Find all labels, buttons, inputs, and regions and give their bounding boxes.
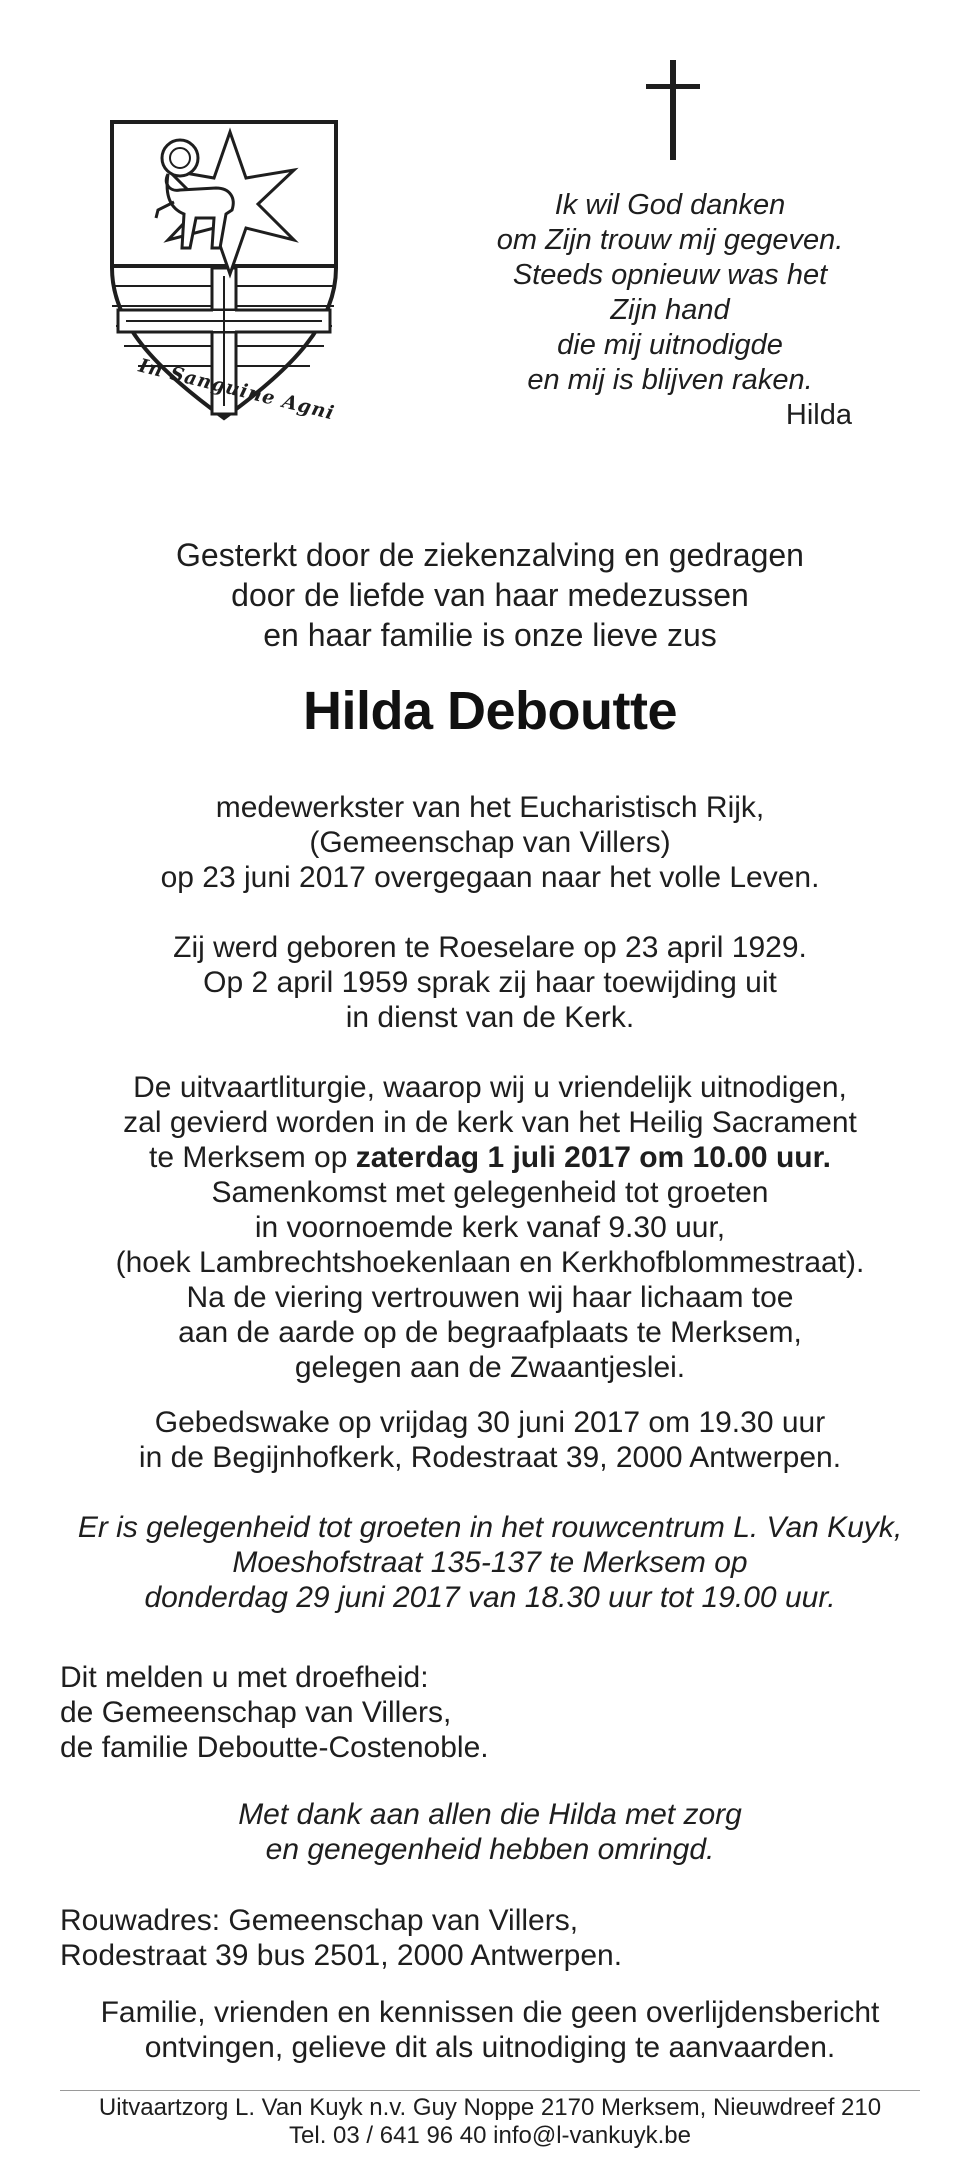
role-line: op 23 juni 2017 overgegaan naar het volle Leven.	[160, 861, 820, 894]
footer-contact: Tel. 03 / 641 96 40 info@l-vankuyk.be	[289, 2122, 691, 2149]
cross-icon	[646, 60, 700, 160]
thanks-line: Met dank aan allen die Hilda met zorg	[238, 1798, 742, 1831]
deceased-name: Hilda Deboutte	[302, 681, 677, 741]
verse-line: om Zijn trouw mij gegeven.	[496, 224, 844, 256]
funeral-paragraph	[0, 1070, 980, 1385]
viewing-line: Er is gelegenheid tot groeten in het rouwcentrum L. Van Kuyk,	[77, 1511, 903, 1544]
role-line: medewerkster van het Eucharistisch Rijk,	[215, 791, 765, 824]
verse-line: en mij is blijven raken.	[527, 364, 813, 396]
funeral-line: zal gevierd worden in de kerk van het Heilig Sacrament	[123, 1106, 857, 1139]
announcer-line: Dit melden u met droefheid:	[60, 1661, 429, 1694]
intro-paragraph	[0, 535, 980, 655]
birth-paragraph	[0, 930, 980, 1035]
address-paragraph	[60, 1903, 660, 1973]
intro-line: door de liefde van haar medezussen	[231, 577, 749, 613]
footer-divider	[60, 2090, 920, 2091]
thanks-paragraph	[0, 1797, 980, 1867]
funeral-line: in voornoemde kerk vanaf 9.30 uur,	[254, 1211, 726, 1244]
thanks-line: en genegenheid hebben omringd.	[265, 1833, 715, 1866]
viewing-line: donderdag 29 juni 2017 van 18.30 uur tot 19.00 uur.	[144, 1581, 836, 1614]
vigil-line: Gebedswake op vrijdag 30 juni 2017 om 19.30 uur	[154, 1406, 826, 1439]
verse-line: Ik wil God danken	[554, 189, 786, 221]
verse-signature: Hilda	[785, 399, 852, 431]
birth-line: in dienst van de Kerk.	[345, 1001, 635, 1034]
notice-line: ontvingen, gelieve dit als uitnodiging te aanvaarden.	[144, 2031, 836, 2064]
announcers-paragraph	[60, 1660, 660, 1765]
verse-line: Steeds opnieuw was het	[512, 259, 828, 291]
funeral-line: gelegen aan de Zwaantjeslei.	[294, 1351, 686, 1384]
intro-line: Gesterkt door de ziekenzalving en gedragen	[176, 537, 804, 573]
funeral-line: (hoek Lambrechtshoekenlaan en Kerkhofblommestraat).	[115, 1246, 865, 1279]
footer	[0, 2094, 980, 2150]
vigil-paragraph	[0, 1405, 980, 1475]
funeral-date: zaterdag 1 juli 2017 om 10.00 uur.	[355, 1141, 831, 1174]
notice-line: Familie, vrienden en kennissen die geen overlijdensbericht	[100, 1996, 880, 2029]
viewing-paragraph	[0, 1510, 980, 1615]
crest-motto: In Sanguine Agni	[136, 354, 337, 425]
footer-company: Uitvaartzorg L. Van Kuyk n.v. Guy Noppe 2170 Merksem, Nieuwdreef 210	[98, 2094, 882, 2121]
funeral-line: De uitvaartliturgie, waarop wij u vriendelijk uitnodigen,	[133, 1071, 847, 1104]
birth-line: Zij werd geboren te Roeselare op 23 april 1929.	[173, 931, 807, 964]
funeral-line: Na de viering vertrouwen wij haar lichaam toe	[186, 1281, 794, 1314]
funeral-place: te Merksem op	[149, 1141, 356, 1174]
funeral-line: aan de aarde op de begraafplaats te Merksem,	[178, 1316, 802, 1349]
vigil-line: in de Begijnhofkerk, Rodestraat 39, 2000 Antwerpen.	[138, 1441, 842, 1474]
announcer-line: de Gemeenschap van Villers,	[60, 1696, 452, 1729]
announcer-line: de familie Deboutte-Costenoble.	[60, 1731, 489, 1764]
role-paragraph	[0, 790, 980, 895]
verse-line: Zijn hand	[610, 294, 730, 326]
role-line: (Gemeenschap van Villers)	[309, 826, 671, 859]
verse-line: die mij uitnodigde	[557, 329, 783, 361]
funeral-line: Samenkomst met gelegenheid tot groeten	[211, 1176, 769, 1209]
notice-paragraph	[0, 1995, 980, 2065]
funeral-line	[0, 1140, 980, 1175]
intro-line: en haar familie is onze lieve zus	[263, 617, 717, 653]
memorial-verse	[460, 188, 880, 433]
address-line: Rodestraat 39 bus 2501, 2000 Antwerpen.	[60, 1939, 623, 1972]
viewing-line: Moeshofstraat 135-137 te Merksem op	[232, 1546, 748, 1579]
birth-line: Op 2 april 1959 sprak zij haar toewijding uit	[203, 966, 777, 999]
address-line: Rouwadres: Gemeenschap van Villers,	[60, 1904, 579, 1937]
